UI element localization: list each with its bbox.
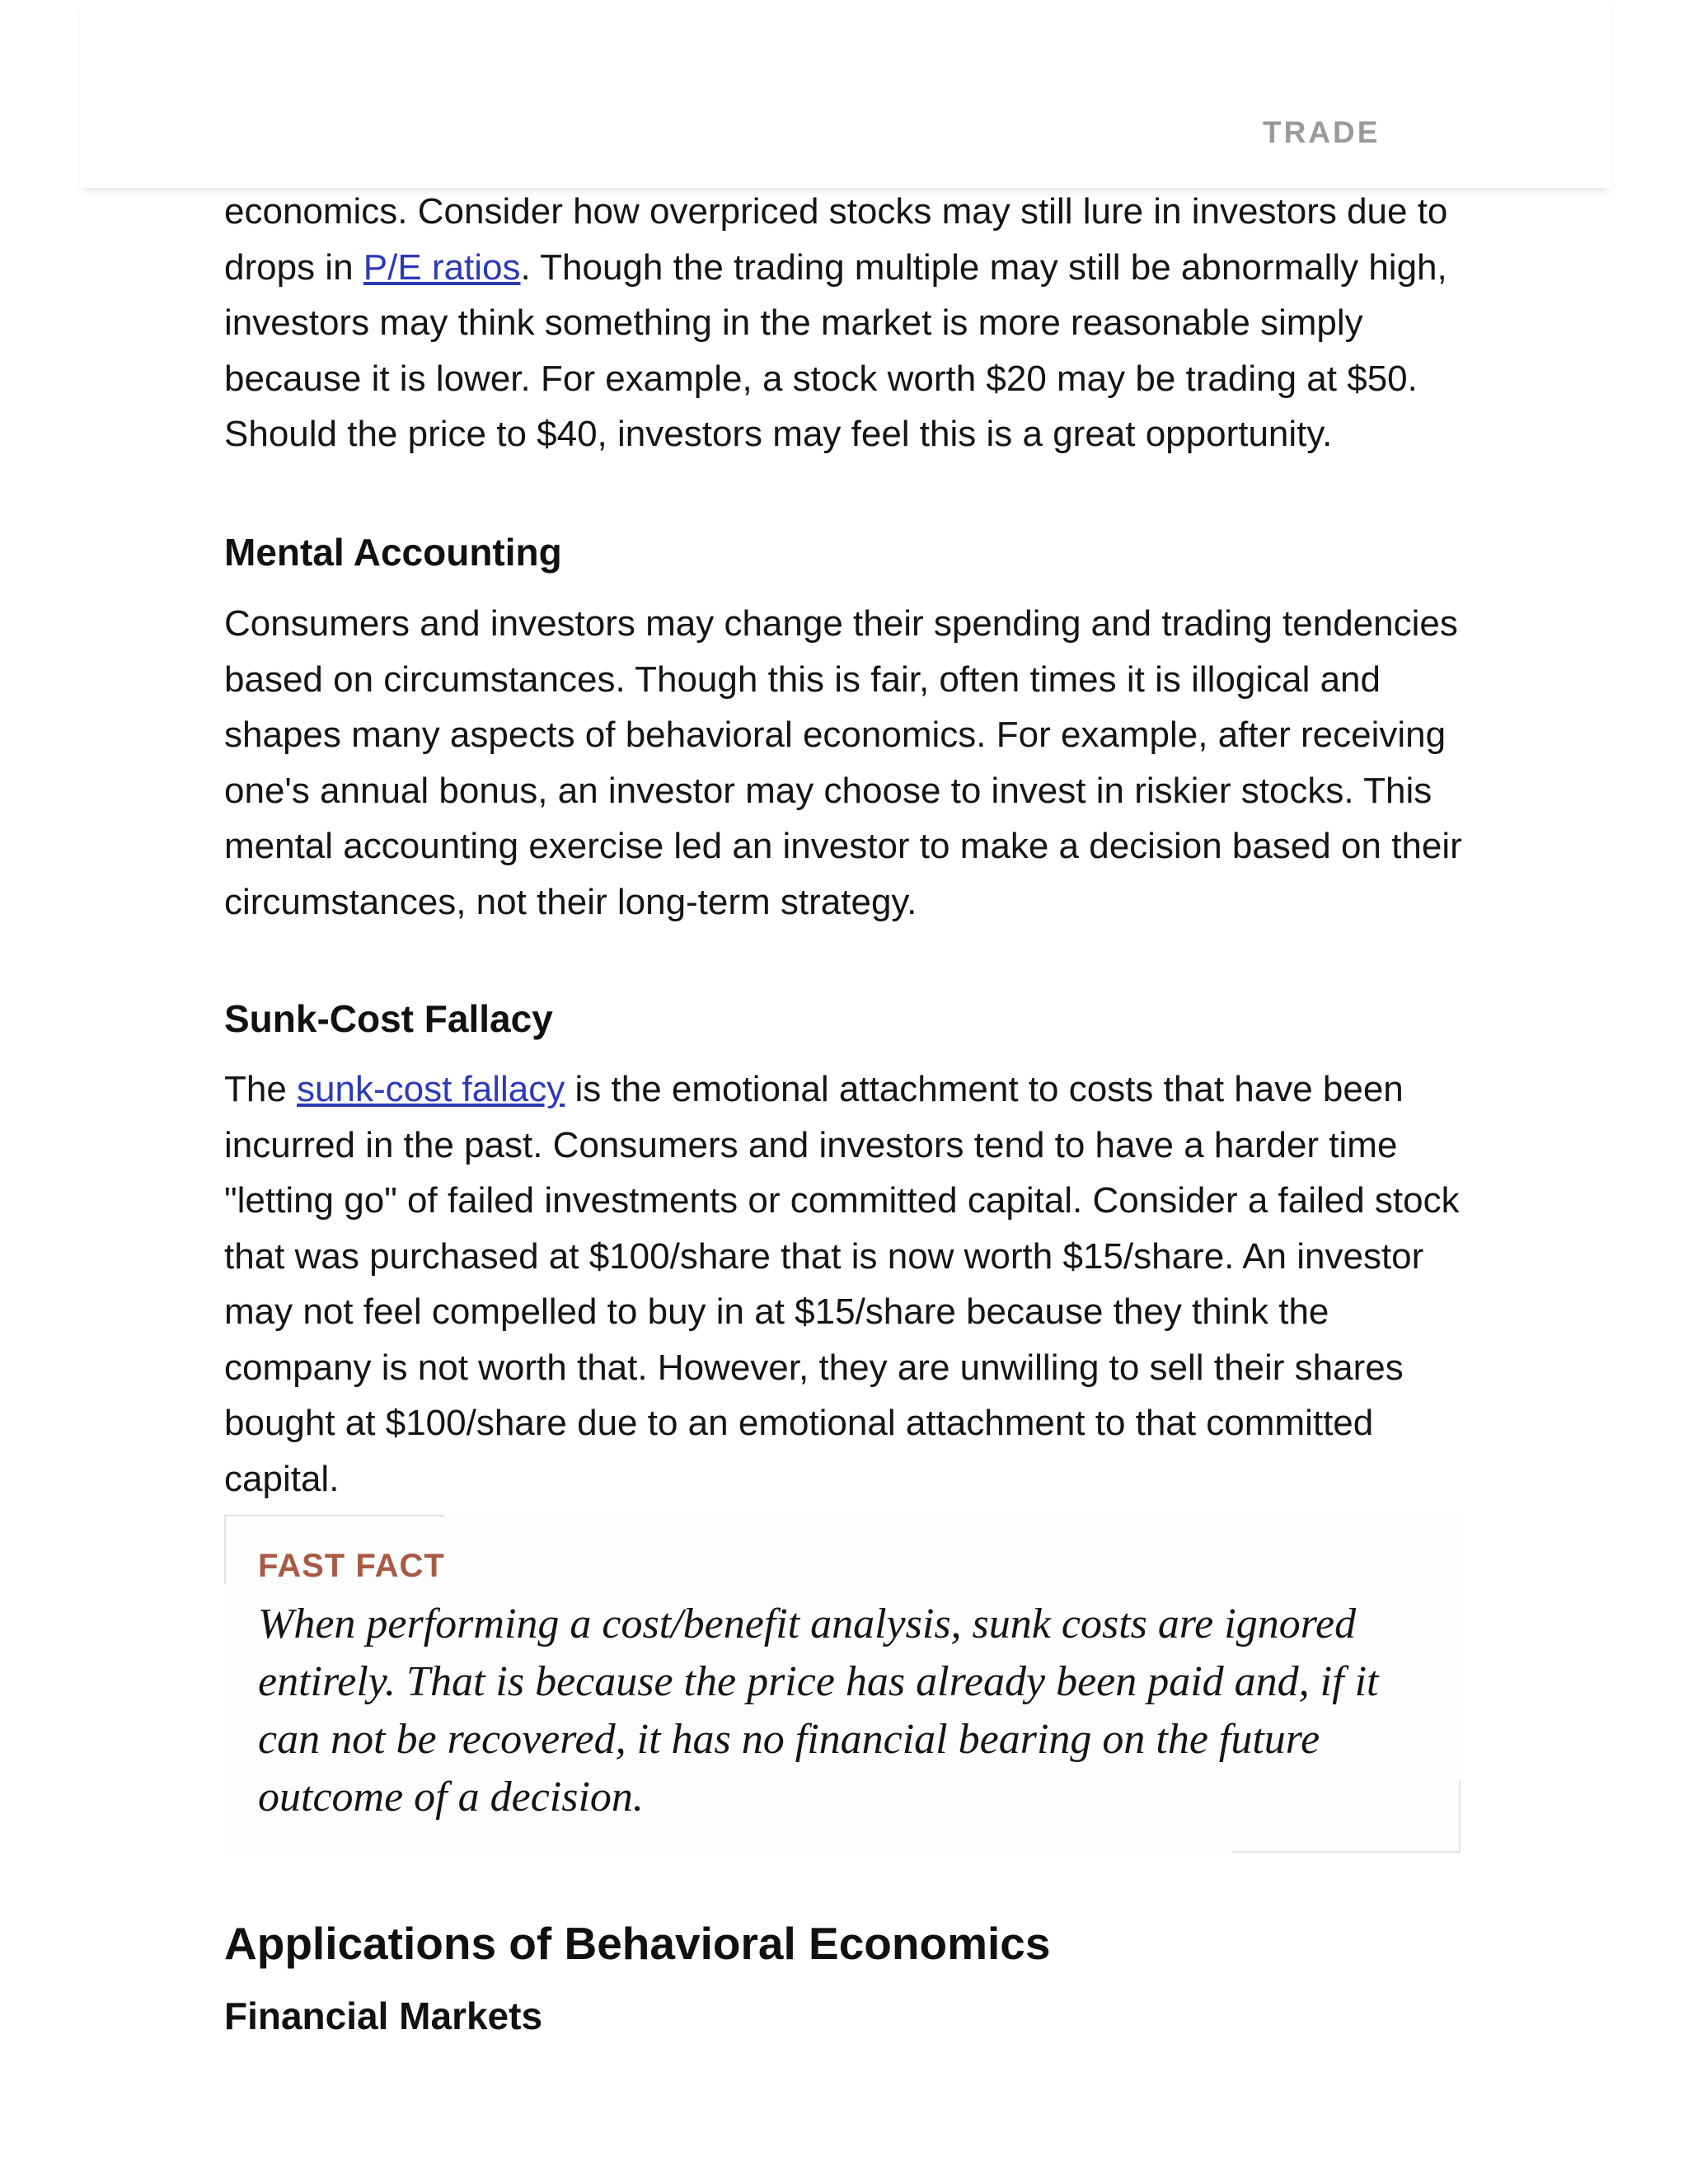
fast-fact-label: FAST FACT <box>258 1548 445 1584</box>
mental-accounting-paragraph: Consumers and investors may change their spending and trading tendencies based on circumstances. Though this is fair, often times it is illogical and shapes many aspects of behavioral economics. For example, after receiving one's annual bonus, an investor may choose to invest in riskier stocks. This mental accounting exercise led an investor to make a decision based on their circumstances, not their long-term strategy. <box>224 603 1462 922</box>
intro-text-before: economics. Consider how overpriced stocks may still lure in investors due to drops in <box>224 191 1448 288</box>
fast-fact-callout <box>224 1515 1461 1853</box>
fast-fact-text: When performing a cost/benefit analysis, sunk costs are ignored entirely. That is because the price has already been paid and, if it can not be recovered, it has no financial bearing on the future outcome of a decision. <box>258 1601 1379 1821</box>
nav-link-trade[interactable]: TRADE <box>1263 115 1381 149</box>
site-header <box>80 0 1611 188</box>
intro-text-after: . Though the trading multiple may still be abnormally high, investors may think something in the market is more reasonable simply because it is lower. For example, a stock worth $20 may be trading at $50. Should the price to $40, investors may feel this is a great opportunity. <box>224 246 1447 454</box>
sunk-cost-paragraph <box>224 1062 1477 1507</box>
sunk-cost-text-before: The <box>224 1069 298 1109</box>
pe-ratios-link[interactable]: P/E ratios <box>363 246 521 288</box>
intro-paragraph <box>224 184 1477 462</box>
applications-heading: Applications of Behavioral Economics <box>224 1918 1051 1969</box>
mental-accounting-heading: Mental Accounting <box>224 531 562 574</box>
sunk-cost-text-after: is the emotional attachment to costs that have been incurred in the past. Consumers and investors tend to have a harder time "letting go" of failed investments or committed capital. Consider a failed stock that was purchased at $100/share that is now worth $15/share. An investor may not feel compelled to buy in at $15/share because they think the company is not worth that. However, they are unwilling to sell their shares bought at $100/share due to an emotional attachment to that committed capital. <box>224 1069 1460 1499</box>
financial-markets-heading: Financial Markets <box>224 1994 543 2037</box>
sunk-cost-heading: Sunk-Cost Fallacy <box>224 997 553 1040</box>
sunk-cost-fallacy-link[interactable]: sunk-cost fallacy <box>297 1069 565 1109</box>
